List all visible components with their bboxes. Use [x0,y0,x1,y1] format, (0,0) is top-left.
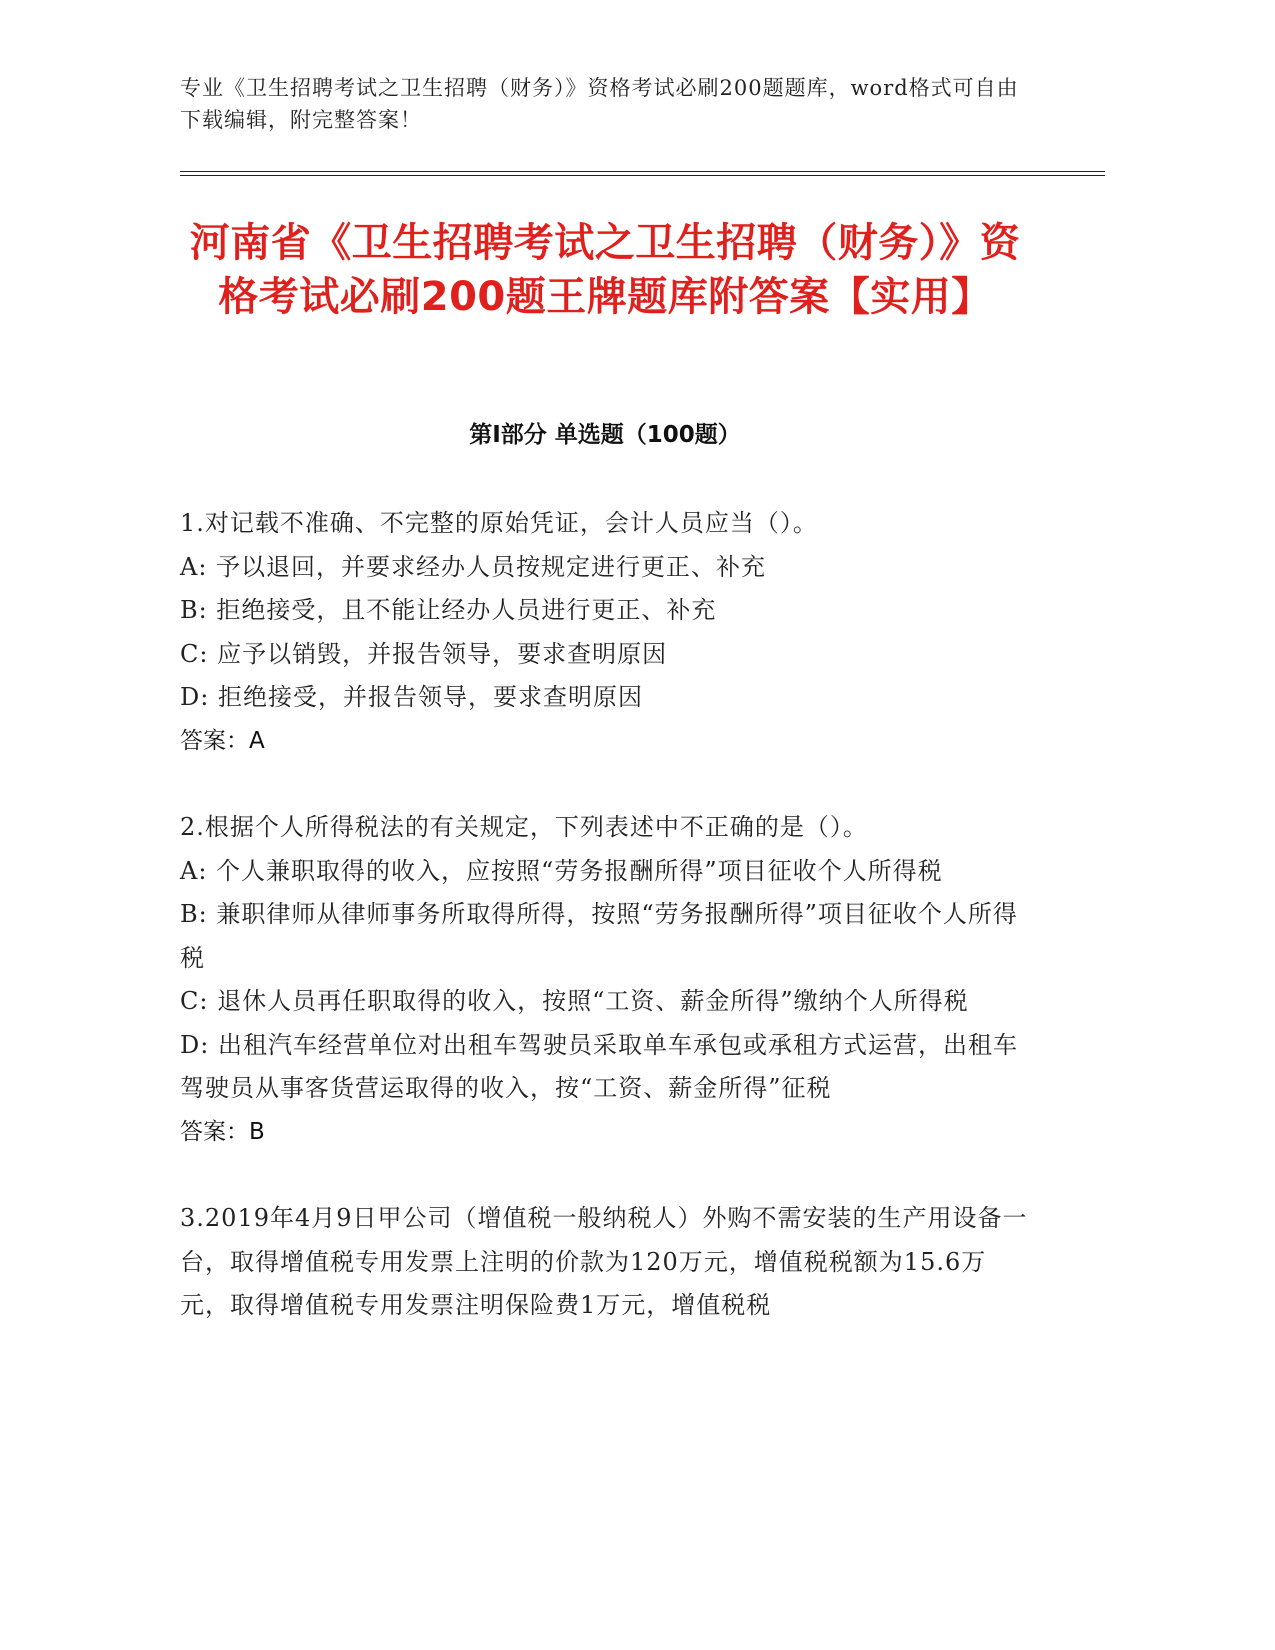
question-list [180,502,1030,1371]
option-b: B: 拒绝接受，且不能让经办人员进行更正、补充 [180,596,717,624]
option-a: A: 个人兼职取得的收入，应按照“劳务报酬所得”项目征收个人所得税 [180,856,943,885]
answer: 答案：A [180,727,265,754]
question-stem: 3.2019年4月9日甲公司（增值税一般纳税人）外购不需安装的生产用设备一台，取得增值税专用发票上注明的价款为120万元，增值税税额为15.6万元，取得增值税专用发票注明保险费1万元，增值税税 [180,1204,1028,1319]
option-d: D: 拒绝接受，并报告领导，要求查明原因 [180,683,643,711]
answer: 答案：B [180,1118,265,1145]
section-heading: 第Ⅰ部分 单选题（100题） [469,422,741,448]
question-2 [180,806,1030,1154]
question-3 [180,1197,1030,1328]
header-rule-bottom [180,175,1105,176]
question-stem: 2.根据个人所得税法的有关规定，下列表述中不正确的是（）。 [180,813,868,841]
option-b: B: 兼职律师从律师事务所取得所得，按照“劳务报酬所得”项目征收个人所得税 [180,900,1018,972]
question-1 [180,502,1030,763]
option-c: C: 退休人员再任职取得的收入，按照“工资、薪金所得”缴纳个人所得税 [180,987,969,1015]
question-stem: 1.对记载不准确、不完整的原始凭证，会计人员应当（）。 [180,509,818,537]
document-title: 河南省《卫生招聘考试之卫生招聘（财务）》资格考试必刷200题王牌题库附答案【实用】 [189,220,1021,320]
option-d: D: 出租汽车经营单位对出租车驾驶员采取单车承包或承租方式运营，出租车驾驶员从事客货营运取得的收入，按“工资、薪金所得”征税 [180,1030,1018,1102]
option-a: A: 予以退回，并要求经办人员按规定进行更正、补充 [180,552,767,581]
option-c: C: 应予以销毁，并报告领导，要求查明原因 [180,639,668,668]
header-rule-top [180,171,1105,172]
header-note: 专业《卫生招聘考试之卫生招聘（财务）》资格考试必刷200题题库，word格式可自由下载编辑，附完整答案！ [180,76,1019,132]
